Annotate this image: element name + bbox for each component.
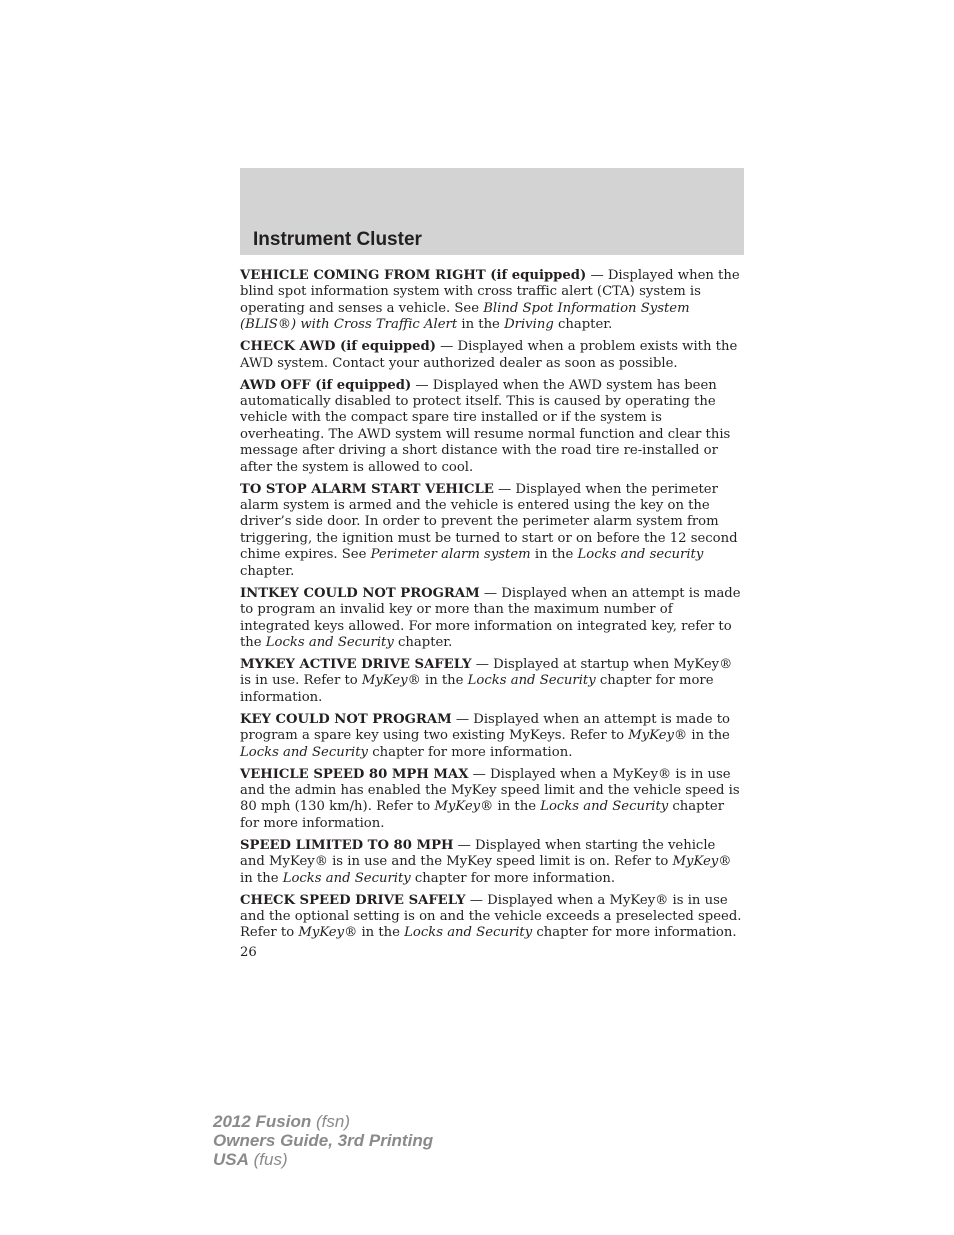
message-entry (240, 767, 744, 833)
reference-text: MyKey® (434, 799, 494, 815)
description-text: chapter. (240, 563, 295, 579)
reference-text: MyKey® (628, 728, 688, 744)
reference-text: Locks and Security (467, 673, 596, 689)
description-text: chapter for more information. (240, 799, 725, 831)
description-text: — Displayed when a MyKey® is in use and the admin has enabled the MyKey speed limit and the vehicle speed is 80 mph (130 km/h). Refer to (240, 766, 740, 815)
reference-text: MyKey® (672, 854, 732, 870)
message-entry (240, 482, 744, 580)
message-heading: VEHICLE COMING FROM RIGHT (if equipped) (240, 268, 587, 283)
message-entry (240, 268, 744, 334)
description-text: — Displayed at startup when MyKey® is in use. Refer to (240, 656, 733, 689)
message-heading: SPEED LIMITED TO 80 MPH (240, 837, 454, 853)
reference-text: Locks and Security (404, 925, 533, 941)
message-heading: CHECK SPEED DRIVE SAFELY (240, 892, 466, 908)
message-heading: MYKEY ACTIVE DRIVE SAFELY (240, 656, 472, 672)
description-text: — Displayed when the blind spot information system with cross traffic alert (CTA) system is operating and senses a vehicle. See (240, 268, 740, 316)
reference-text: Driving (504, 317, 554, 333)
description-text: — Displayed when starting the vehicle and MyKey® is in use and the MyKey speed limit is on. Refer to (240, 837, 716, 870)
footer-line-2 (213, 1131, 433, 1150)
message-entry (240, 657, 744, 706)
message-heading: AWD OFF (if equipped) (240, 377, 412, 393)
description-text: in the (457, 317, 505, 333)
message-entry (240, 339, 744, 372)
message-entry (240, 838, 744, 887)
reference-text: Locks and Security (265, 634, 394, 650)
document-footer (213, 1112, 433, 1169)
reference-text: Locks and Security (240, 744, 369, 760)
message-heading: TO STOP ALARM START VEHICLE (240, 481, 494, 497)
page-number: 26 (240, 945, 257, 961)
footer-line-3 (213, 1150, 433, 1169)
message-entry (240, 378, 744, 476)
description-text: in the (420, 673, 468, 689)
footer-market-code: (fus) (248, 1150, 288, 1169)
footer-line-1 (213, 1112, 433, 1131)
description-text: chapter. (393, 634, 453, 650)
description-text: — Displayed when an attempt is made to program a spare key using two existing MyKeys. Refer to (240, 711, 730, 744)
footer-market: USA (213, 1150, 249, 1169)
message-entry (240, 893, 744, 942)
description-text: — Displayed when the perimeter alarm system is armed and the vehicle is entered using the key on the driver’s side door. In order to prevent the perimeter alarm system from triggering, the ignition must be turned to start or on before the 12 second chime expires. See (240, 481, 738, 563)
reference-text: Blind Spot Information System (BLIS®) with Cross Traffic Alert (240, 300, 690, 333)
reference-text: Locks and Security (282, 870, 411, 886)
description-text: chapter. (553, 317, 613, 333)
description-text: chapter for more information. (240, 673, 714, 705)
description-text: — Displayed when a MyKey® is in use and the optional setting is on and the vehicle exceeds a preselected speed. Refer to (240, 892, 742, 941)
description-text: in the (240, 870, 283, 886)
description-text: chapter for more information. (410, 870, 616, 886)
reference-text: Locks and security (577, 547, 704, 563)
section-title: Instrument Cluster (253, 229, 422, 250)
description-text: in the (357, 925, 405, 941)
description-text: in the (530, 547, 578, 563)
reference-text: MyKey® (361, 673, 421, 689)
footer-model-code: (fsn) (311, 1112, 350, 1131)
message-heading: VEHICLE SPEED 80 MPH MAX (240, 766, 469, 782)
description-text: in the (493, 799, 541, 815)
reference-text: Perimeter alarm system (370, 547, 531, 563)
description-text: in the (687, 728, 730, 744)
message-heading: CHECK AWD (if equipped) (240, 339, 436, 355)
description-text: — Displayed when an attempt is made to program an invalid key or more than the maximum number of integrated keys allowed. For more information on integrated key, refer to the (240, 585, 741, 650)
message-entry (240, 586, 744, 652)
message-heading: KEY COULD NOT PROGRAM (240, 711, 452, 727)
footer-model: 2012 Fusion (213, 1112, 312, 1131)
description-text: — Displayed when a problem exists with the AWD system. Contact your authorized dealer as soon as possible. (240, 339, 738, 371)
description-text: — Displayed when the AWD system has been automatically disabled to protect itself. This is caused by operating the vehicle with the compact spare tire installed or if the system is overheating. The AWD system will resume normal function and clear this message after driving a short distance with the road tire re-installed or after the system is allowed to cool. (240, 377, 731, 475)
description-text: chapter for more information. (368, 744, 573, 760)
body-content (240, 268, 744, 962)
message-entries (240, 268, 744, 942)
reference-text: MyKey® (298, 925, 358, 941)
section-header-band (240, 168, 744, 255)
message-entry (240, 712, 744, 761)
reference-text: Locks and Security (540, 799, 669, 815)
footer-guide: Owners Guide, 3rd Printing (213, 1131, 434, 1150)
message-heading: INTKEY COULD NOT PROGRAM (240, 585, 480, 601)
description-text: chapter for more information. (532, 925, 737, 941)
